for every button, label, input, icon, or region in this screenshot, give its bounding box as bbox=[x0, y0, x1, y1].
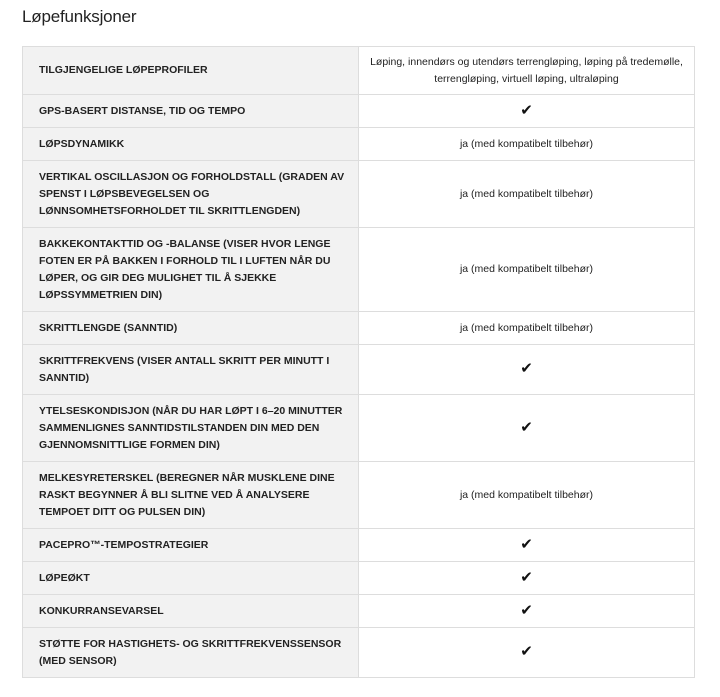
feature-label: STØTTE FOR HASTIGHETS- OG SKRITTFREKVENSSENSOR (MED SENSOR) bbox=[23, 628, 359, 678]
section-title: Løpefunksjoner bbox=[22, 7, 137, 26]
feature-value bbox=[359, 395, 695, 462]
table-row bbox=[23, 228, 695, 312]
feature-value bbox=[359, 95, 695, 128]
feature-label: SKRITTFREKVENS (VISER ANTALL SKRITT PER MINUTT I SANNTID) bbox=[23, 345, 359, 395]
checkmark-icon: ✔ bbox=[520, 601, 533, 619]
feature-label: LØPEØKT bbox=[23, 562, 359, 595]
table-row bbox=[23, 529, 695, 562]
checkmark-icon: ✔ bbox=[520, 418, 533, 436]
table-row bbox=[23, 628, 695, 678]
feature-value: ja (med kompatibelt tilbehør) bbox=[359, 462, 695, 529]
table-row bbox=[23, 562, 695, 595]
feature-value: ja (med kompatibelt tilbehør) bbox=[359, 228, 695, 312]
feature-label: YTELSESKONDISJON (NÅR DU HAR LØPT I 6–20 MINUTTER SAMMENLIGNES SANNTIDSTILSTANDEN DIN MED DEN GJENNOMSNITTLIGE FORMEN DIN) bbox=[23, 395, 359, 462]
features-table bbox=[22, 46, 695, 678]
feature-value bbox=[359, 595, 695, 628]
feature-value bbox=[359, 562, 695, 595]
feature-label: LØPSDYNAMIKK bbox=[23, 128, 359, 161]
feature-label: VERTIKAL OSCILLASJON OG FORHOLDSTALL (GRADEN AV SPENST I LØPSBEVEGELSEN OG LØNNSOMHETSFORHOLDET TIL SKRITTLENGDEN) bbox=[23, 161, 359, 228]
table-row bbox=[23, 345, 695, 395]
table-row bbox=[23, 312, 695, 345]
table-row bbox=[23, 595, 695, 628]
table-row bbox=[23, 462, 695, 529]
feature-value: ja (med kompatibelt tilbehør) bbox=[359, 161, 695, 228]
feature-value: ja (med kompatibelt tilbehør) bbox=[359, 128, 695, 161]
table-row bbox=[23, 395, 695, 462]
table-row bbox=[23, 128, 695, 161]
feature-label: SKRITTLENGDE (SANNTID) bbox=[23, 312, 359, 345]
feature-label: PACEPRO™-TEMPOSTRATEGIER bbox=[23, 529, 359, 562]
feature-label: TILGJENGELIGE LØPEPROFILER bbox=[23, 47, 359, 95]
feature-value: ja (med kompatibelt tilbehør) bbox=[359, 312, 695, 345]
checkmark-icon: ✔ bbox=[520, 535, 533, 553]
feature-value bbox=[359, 529, 695, 562]
feature-label: MELKESYRETERSKEL (BEREGNER NÅR MUSKLENE DINE RASKT BEGYNNER Å BLI SLITNE VED Å ANALYSERE TEMPOET DITT OG PULSEN DIN) bbox=[23, 462, 359, 529]
checkmark-icon: ✔ bbox=[520, 360, 533, 377]
checkmark-icon: ✔ bbox=[520, 643, 533, 660]
table-row bbox=[23, 95, 695, 128]
feature-value: Løping, innendørs og utendørs terrengløping, løping på tredemølle, terrengløping, virtuell løping, ultraløping bbox=[359, 47, 695, 95]
table-row bbox=[23, 161, 695, 228]
feature-value bbox=[359, 345, 695, 395]
feature-label: KONKURRANSEVARSEL bbox=[23, 595, 359, 628]
feature-label: GPS-BASERT DISTANSE, TID OG TEMPO bbox=[23, 95, 359, 128]
checkmark-icon: ✔ bbox=[520, 568, 533, 586]
feature-value bbox=[359, 628, 695, 678]
checkmark-icon: ✔ bbox=[520, 101, 533, 119]
feature-label: BAKKEKONTAKTTID OG -BALANSE (VISER HVOR LENGE FOTEN ER PÅ BAKKEN I FORHOLD TIL I LUFTEN NÅR DU LØPER, OG GIR DEG MULIGHET TIL Å SJEKKE LØPSSYMMETRIEN DIN) bbox=[23, 228, 359, 312]
table-row bbox=[23, 47, 695, 95]
